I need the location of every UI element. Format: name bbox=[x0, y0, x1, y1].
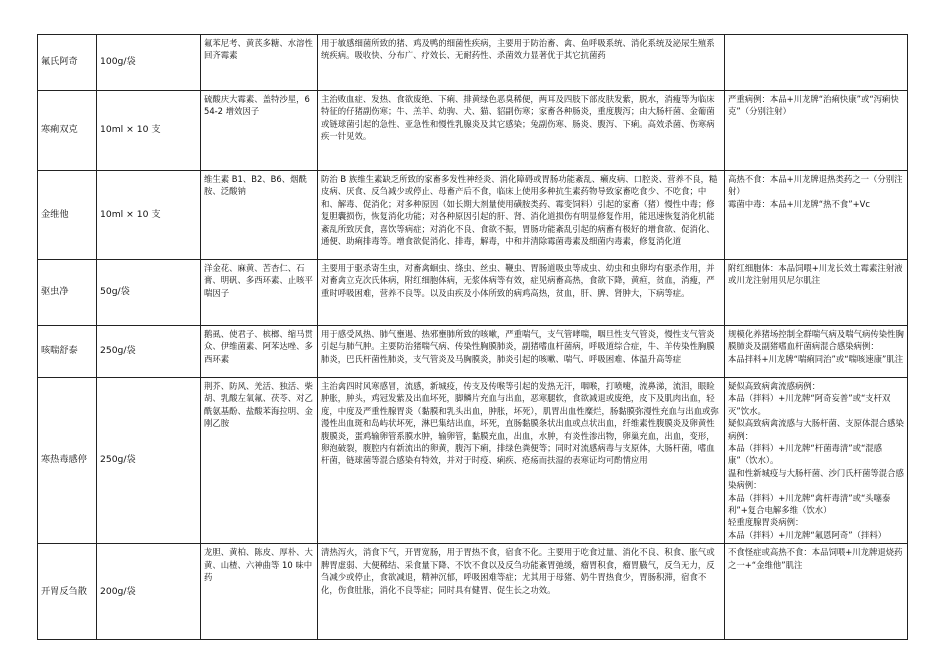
product-combo bbox=[725, 260, 908, 326]
product-combo bbox=[725, 91, 908, 171]
product-ingredients: 荆芥、防风、羌活、独活、柴胡、乳酸左氧氟、茯苓、对乙酰氨基酚、盐酸苯海拉明、金刚乙胺 bbox=[201, 378, 318, 544]
combo-line: 疑似高致病禽流感病例： bbox=[728, 381, 821, 391]
combo-line: 温和性新城疫与大肠杆菌、沙门氏杆菌等混合感染病例： bbox=[728, 467, 904, 491]
product-usage: 用于感受风热、肺气壅遏、热邪壅肺所致的咳嗽，严重喘气，支气管哮喘，咽旦性支气管炎，慢性支气管炎引起与肺气肿。主要防治猪喘气病、传染性胸膜肺炎，副猪嗜血杆菌病，呼吸道综合症，牛、羊传染性胸膜肺炎，巴氏杆菌性肺炎，支气管炎及马胸膜炎，肺炎引起的咳嗽、喘气、呼吸困难、体温升高等症 bbox=[318, 326, 725, 378]
product-usage: 防治 B 族维生素缺乏所致的家畜多发性神经炎、消化障碍或胃肠功能紊乱、癞皮病、口腔炎、营养不良，糙皮病、厌食、反刍减少或停止、母畜产后不食，临床上使用多种抗生素药物导致家畜吃食少、不吃食；中和、解毒、促消化；对多种原因（如长期大剂量使用磺胺类药、霉变饲料）引起的家畜（猪）慢性中毒；修复胆囊损伤，恢复消化功能；对各种原因引起的肝、肾、消化道损伤有明显修复作用，能迅速恢复消化机能紊乱所致厌食，喜饮等病症；对消化不良、食欲不振，胃肠功能紊乱引起的病畜有极好的增食欲、促消化、通便、助痢排毒等。增食欲促消化、排毒，解毒，中和并清除霉菌毒素及细菌内毒素，修复消化道 bbox=[318, 171, 725, 260]
combo-line: 高热不食：本品+川龙牌退热类药之一（分别注射） bbox=[728, 174, 903, 197]
product-combo bbox=[725, 544, 908, 640]
product-ingredients: 龙胆、黄柏、陈皮、厚朴、大黄、山楂、六神曲等 10 味中药 bbox=[201, 544, 318, 640]
product-table bbox=[37, 34, 908, 640]
product-name: 开胃反刍散 bbox=[38, 544, 97, 640]
combo-line: 轻重度腺胃炎病例： bbox=[728, 517, 804, 528]
product-ingredients: 洋金花、麻黄、苦杏仁、石膏、明矾、多西环素、止咳平喘因子 bbox=[201, 260, 318, 326]
product-row bbox=[38, 544, 908, 640]
combo-line: 本品（拌料）+川龙牌“氟恩阿奇”（拌料） bbox=[728, 529, 887, 540]
product-spec: 250g/袋 bbox=[97, 326, 201, 378]
product-name: 氟氏阿奇 bbox=[38, 35, 97, 91]
product-usage: 清热泻火，消食下气，开胃宽肠，用于胃热不食，宿食不化。主要用于吃食过量、消化不良、积食、胀气或脾胃虚弱、大便稀结、采食量下降、不饮不食以及反刍功能紊胃弛缓，瘤胃积食，瘤胃臌气，反刍无力，反刍减少或停止，食欲减退，精神沉郁，呼吸困难等症；尤其用于母猪、奶牛胃热食少，胃肠积滞，宿食不化，伤食肚胀，消化不良等症；同时具有健胃、促生长之功效。 bbox=[318, 544, 725, 640]
product-name: 寒痢双克 bbox=[38, 91, 97, 171]
combo-line: 本品（拌料）+川龙牌“阿奇妄普”或“支杆双灭”饮水。 bbox=[728, 393, 891, 416]
product-sheet bbox=[37, 34, 907, 654]
product-combo bbox=[725, 326, 908, 378]
combo-line: 本品（拌料）+川龙牌“禽杆毒清”或“头噻泰利”+复合电解多维（饮水） bbox=[728, 492, 891, 516]
product-row bbox=[38, 171, 908, 260]
product-ingredients: 氟苯尼考、黄芪多糖、水溶性回齐霉素 bbox=[201, 35, 318, 91]
product-spec: 10ml × 10 支 bbox=[97, 91, 201, 171]
product-name: 驱虫净 bbox=[38, 260, 97, 326]
product-spec: 100g/袋 bbox=[97, 35, 201, 91]
combo-line: 不食怪症或高热不食：本品饲喂+川龙牌退烧药之一+“金维他”肌注 bbox=[728, 547, 903, 570]
product-name: 寒热毒感停 bbox=[38, 378, 97, 544]
product-name: 咳喘舒泰 bbox=[38, 326, 97, 378]
product-usage: 主治败血症、发热、食欲废绝、下痢、排黄绿色恶臭稀便，两耳及四肢下部皮肤发紫，脱水，消瘦等为临床特征的仔猪副伤寒；牛、羔羊、幼驹、犬、猫、貂副伤寒；家畜各种肠炎，重度腹泻；由大肠杆菌、金葡菌或链球菌引起的急性、亚急性和慢性乳腺炎及其它感染；兔副伤寒、肠炎、腹泻、下痢。高效杀菌、伤寒病疾一针见效。 bbox=[318, 91, 725, 171]
combo-line: 附红细胞体：本品饲喂+川龙长效土霉素注射液或川龙注射用贝尼尔肌注 bbox=[728, 263, 903, 286]
product-ingredients: 硫酸庆大霉素、盖特沙星，654-2 增效因子 bbox=[201, 91, 318, 171]
product-combo bbox=[725, 35, 908, 91]
combo-line: 规模化养猪场控制全群喘气病及喘气病传染性胸膜肺炎及副猪嗜血杆菌病混合感染病例： bbox=[728, 329, 904, 352]
product-usage: 主要用于驱杀寄生虫，对畜禽蛔虫、绦虫、丝虫、鞭虫、胃肠道吸虫等成虫、幼虫和虫卵均有驱杀作用，并对畜禽立克次氏体病，附红细胞体病，无浆体病等有效，症见病畜高热，食欲下降，黄疸，贫血，消瘦，严重时呼吸困难，营养不良等。以及由疾及小体所致的病鸡高热，贫血，肝、脾、肾肿大，下病等症。 bbox=[318, 260, 725, 326]
product-name: 金维他 bbox=[38, 171, 97, 260]
combo-line: 疑似高致病禽流感与大肠杆菌、支原体混合感染病例： bbox=[728, 418, 904, 441]
product-row bbox=[38, 378, 908, 544]
product-spec: 200g/袋 bbox=[97, 544, 201, 640]
product-row bbox=[38, 91, 908, 171]
product-combo bbox=[725, 171, 908, 260]
product-usage: 主治禽四时风寒感冒，流感，新城疫，传支及传喉等引起的发热无汗，咽喉，打喷嚏，流鼻涕，流泪，眼睑肿胀，肿头，鸡冠发紫及出血坏死，脚鳞片充血与出血，恶寒腿软，食欲减退或废绝，皮下及肌肉出血，轻度，中度及严重性腺胃炎（黏膜和乳头出血，肿胀，坏死），肌胃出血性糜烂，肠黏膜弥漫性充血与出血或弥漫性出血斑和岛屿状坏死，淋巴集结出血，坏死，直肠黏膜条状出血或点状出血，纤维素性腹膜炎及卵黄性腹膜炎，蛋鸡输卵管系膜水肿，输卵管，黏膜充血，出血，水肿，有炎性渗出物，卵巢充血，出血，变形，卵泡破裂，腹腔内有新流出的卵黄，腹泻下痢，排绿色粪便等；同时对流感病毒与支原体，大肠杆菌，嗜血杆菌，链球菌等混合感染有特效，并对于时疫、痢疾、疮疡而扶湿的表寒证均可酌情应用 bbox=[318, 378, 725, 544]
product-spec: 50g/袋 bbox=[97, 260, 201, 326]
product-usage: 用于敏感细菌所致的猪、鸡及鸭的细菌性疾病，主要用于防治畜、禽、鱼呼吸系统、消化系统及泌尿生殖系统疾病。吸收快、分布广、疗效长、无耐药性、杀菌效力显著优于其它抗菌药 bbox=[318, 35, 725, 91]
combo-line: 严重病例：本品+川龙牌“治痢快康”或“泻痢快克”（分别注射） bbox=[728, 94, 899, 117]
product-rows bbox=[38, 35, 908, 640]
product-spec: 10ml × 10 支 bbox=[97, 171, 201, 260]
combo-line: 本品拌料+川龙牌“喘痢同治”或“喘咳速康”肌注 bbox=[728, 353, 904, 364]
combo-line: 霉菌中毒：本品+川龙牌“热不食”+Vc bbox=[728, 198, 870, 209]
combo-line: 本品（拌料）+川龙牌“杆菌毒清”或“混感康”（饮水）。 bbox=[728, 443, 883, 466]
product-row bbox=[38, 260, 908, 326]
product-ingredients: 维生素 B1、B2、B6、烟酰胺、泛酸钠 bbox=[201, 171, 318, 260]
product-ingredients: 鹅虱、使君子、槟榔、缩马贯众、伊维菌素、阿苯达唑、多西环素 bbox=[201, 326, 318, 378]
product-spec: 250g/袋 bbox=[97, 378, 201, 544]
product-row bbox=[38, 35, 908, 91]
product-combo bbox=[725, 378, 908, 544]
product-row bbox=[38, 326, 908, 378]
